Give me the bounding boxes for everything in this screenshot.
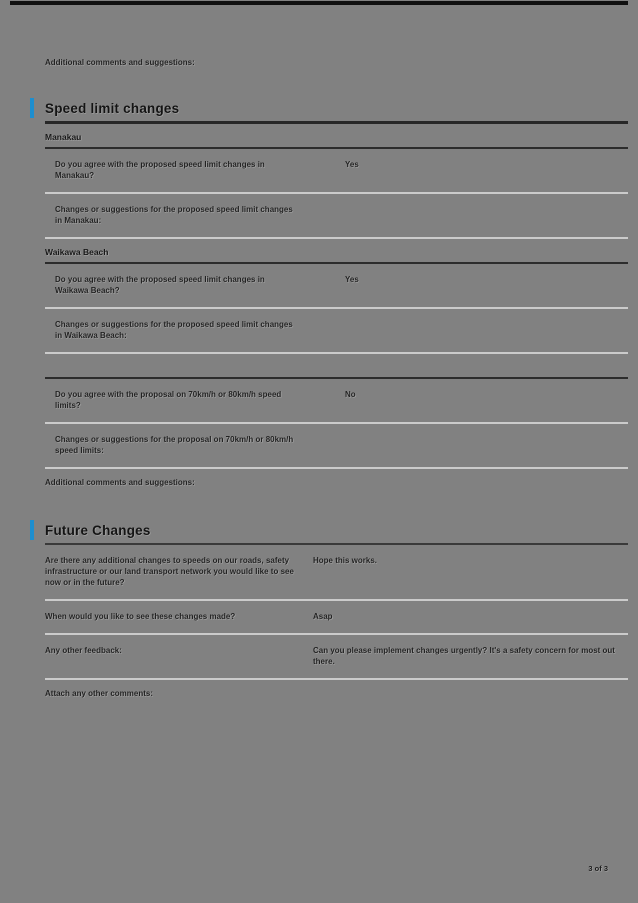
question-text: Changes or suggestions for the proposed speed limit changes in Waikawa Beach: (55, 320, 293, 340)
answer-text: Asap (313, 612, 333, 621)
question-text: Do you agree with the proposed speed limit changes in Manakau? (55, 160, 265, 180)
qa-row (45, 149, 628, 192)
subsection-label-waikawa-beach: Waikawa Beach (45, 239, 628, 264)
document-page (45, 0, 628, 707)
additional-comments-label: Additional comments and suggestions: (45, 58, 195, 67)
qa-row (45, 635, 628, 678)
question-text: Do you agree with the proposal on 70km/h or 80km/h speed limits? (55, 390, 282, 410)
qa-row (45, 194, 628, 237)
question-text: Are there any additional changes to speeds on our roads, safety infrastructure or our land transport network you would like to see now or in the future? (45, 556, 294, 587)
additional-comments-footer-label: Additional comments and suggestions: (45, 478, 195, 487)
answer-text: Hope this works. (313, 556, 378, 565)
section-heading-speed-limit-changes (45, 98, 628, 118)
answer-text: Yes (345, 275, 359, 284)
attach-other-comments-label: Attach any other comments: (45, 689, 154, 698)
heading-accent-bar (30, 98, 34, 118)
question-text: Changes or suggestions for the proposed speed limit changes in Manakau: (55, 205, 293, 225)
question-text: Do you agree with the proposed speed limit changes in Waikawa Beach? (55, 275, 265, 295)
section-heading-future-changes (45, 520, 628, 540)
answer-text: Can you please implement changes urgently? It's a safety concern for most out there. (313, 646, 615, 666)
qa-row (45, 545, 628, 599)
section-title: Future Changes (45, 522, 151, 538)
answer-text (345, 204, 628, 226)
subsection-label-blank (45, 354, 628, 379)
qa-row (45, 379, 628, 422)
qa-row (45, 309, 628, 352)
answer-text: No (345, 390, 356, 399)
answer-text: Yes (345, 160, 359, 169)
answer-text (345, 434, 628, 456)
heading-accent-bar (30, 520, 34, 540)
question-text: When would you like to see these changes made? (45, 612, 236, 621)
question-text: Changes or suggestions for the proposal on 70km/h or 80km/h speed limits: (55, 435, 294, 455)
qa-row (45, 264, 628, 307)
qa-row (45, 424, 628, 467)
qa-row (45, 601, 628, 633)
section-title: Speed limit changes (45, 100, 180, 116)
subsection-label-manakau: Manakau (45, 124, 628, 149)
page-number: 3 of 3 (588, 864, 608, 873)
question-text: Any other feedback: (45, 646, 122, 655)
answer-text (345, 319, 628, 341)
